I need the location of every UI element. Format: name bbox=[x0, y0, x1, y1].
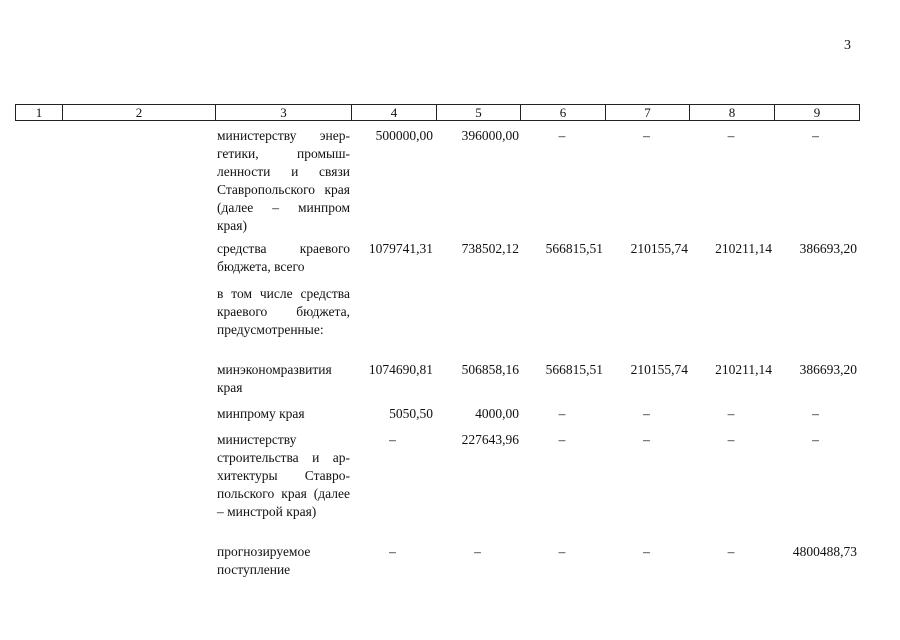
cell-col6: 566815,51 bbox=[545, 241, 603, 256]
row-label: прогнозируемое поступление bbox=[217, 544, 311, 577]
row-label: в том числе средства краевого бюджета, предусмотренные: bbox=[217, 286, 350, 337]
cell-col9: 386693,20 bbox=[799, 241, 857, 256]
cell-col7: – bbox=[643, 406, 650, 421]
cell-col5: 738502,12 bbox=[461, 241, 519, 256]
cell-col5: 4000,00 bbox=[475, 406, 519, 421]
cell-col6: – bbox=[558, 544, 566, 559]
cell-col4: – bbox=[389, 432, 396, 447]
cell-col9: – bbox=[812, 432, 819, 447]
cell-col8: – bbox=[727, 128, 735, 143]
column-header-2: 2 bbox=[62, 104, 215, 121]
cell-col7: – bbox=[643, 432, 650, 447]
cell-col4: 1079741,31 bbox=[368, 241, 433, 256]
cell-col9: – bbox=[812, 406, 819, 421]
column-header-6: 6 bbox=[520, 104, 605, 121]
column-header-5: 5 bbox=[436, 104, 520, 121]
cell-col8: 210211,14 bbox=[715, 241, 772, 256]
cell-col8: 210211,14 bbox=[715, 362, 772, 377]
cell-col5: 506858,16 bbox=[461, 362, 519, 377]
cell-col6: – bbox=[558, 406, 566, 421]
cell-col7: 210155,74 bbox=[630, 362, 688, 377]
cell-col4: 1074690,81 bbox=[368, 362, 433, 377]
cell-col4: – bbox=[389, 544, 396, 559]
cell-col9: 386693,20 bbox=[799, 362, 857, 377]
column-header-9: 9 bbox=[774, 104, 860, 121]
table-header bbox=[15, 104, 860, 121]
cell-col8: – bbox=[727, 432, 735, 447]
cell-col4: 5050,50 bbox=[389, 406, 433, 421]
cell-col8: – bbox=[727, 406, 735, 421]
cell-col9: – bbox=[812, 128, 819, 143]
cell-col6: – bbox=[558, 128, 566, 143]
cell-col6: – bbox=[558, 432, 566, 447]
cell-col9: 4800488,73 bbox=[792, 544, 857, 559]
cell-col6: 566815,51 bbox=[545, 362, 603, 377]
cell-col5: 396000,00 bbox=[461, 128, 519, 143]
cell-col4: 500000,00 bbox=[375, 128, 433, 143]
column-header-8: 8 bbox=[689, 104, 774, 121]
cell-col7: 210155,74 bbox=[630, 241, 688, 256]
cell-col5: 227643,96 bbox=[461, 432, 519, 447]
page-number: 3 bbox=[844, 38, 851, 53]
row-label: минэкономразвития края bbox=[217, 362, 332, 395]
column-header-4: 4 bbox=[351, 104, 436, 121]
row-label: средства краевого бюджета, всего bbox=[217, 241, 350, 274]
cell-col5: – bbox=[474, 544, 481, 559]
column-header-3: 3 bbox=[215, 104, 351, 121]
row-label: министерству энергетики, промышленности и связи Ставропольского края (далее – минпром края) bbox=[217, 128, 350, 233]
row-label: минпрому края bbox=[217, 406, 305, 421]
column-header-7: 7 bbox=[605, 104, 689, 121]
column-header-1: 1 bbox=[15, 104, 62, 121]
cell-col7: – bbox=[643, 544, 650, 559]
cell-col7: – bbox=[643, 128, 650, 143]
cell-col8: – bbox=[727, 544, 735, 559]
row-label: министерству строительства и архитектуры Ставропольского края (далее – минстрой края) bbox=[217, 432, 350, 519]
